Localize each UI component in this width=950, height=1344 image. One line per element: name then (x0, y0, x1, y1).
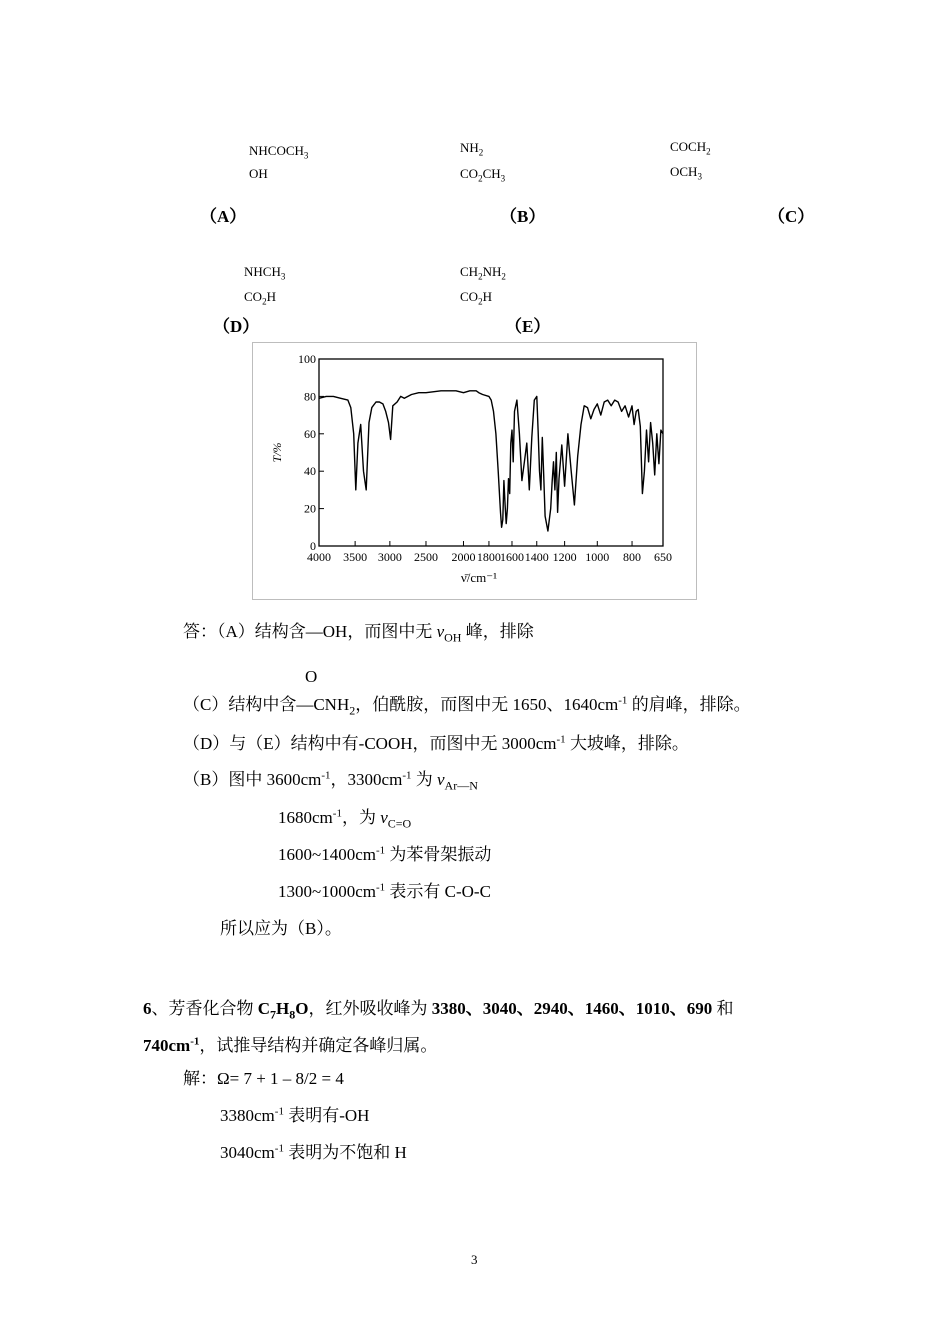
structure-a-label: （A） (200, 207, 247, 226)
structure-c-line2: $OCH_3$ (670, 164, 702, 182)
y-tick-label: 40 (304, 464, 316, 479)
solution-3040-line: $3040cm^{-1}$ 表明为不饱和 H (220, 1142, 407, 1162)
structure-e-line2: $CO_2H$ (460, 289, 492, 307)
y-tick-label: 100 (298, 352, 316, 366)
structure-d-line2: $CO_2H$ (244, 289, 276, 307)
answer-de-line: （D）与（E）结构中有-COOH，而图中无 $3000cm^{-1}$ 大坡峰，排除。 (183, 733, 689, 753)
answer-1300-line: $1300\sim 1000cm^{-1}$ 表示有 C-O-C (278, 881, 491, 901)
x-tick-label: 1000 (585, 550, 610, 564)
answer-1600-line: $1600\sim 1400cm^{-1}$ 为苯骨架振动 (278, 844, 492, 864)
x-tick-label: 3000 (377, 550, 402, 564)
page-number: 3 (471, 1252, 478, 1267)
answer-1680-line: $1680cm^{-1}$，为 $v_{C=O}$ (278, 807, 412, 831)
structure-e-line1: $CH_2NH_2$ (460, 264, 506, 282)
x-axis-label: ν̄/cm⁻¹ (460, 570, 498, 585)
x-tick-label: 650 (654, 550, 672, 564)
y-tick-label: 20 (304, 501, 316, 516)
y-axis-label: T/% (270, 442, 284, 463)
structure-c-label: （C） (768, 207, 815, 226)
y-axis-ticks (298, 352, 324, 553)
answer-c-line: （C）结构中含$—CNH_2$，伯酰胺，而图中无 1650、$1640cm^{-1}$ 的肩峰，排除。 (183, 694, 751, 718)
answer-conclusion: 所以应为（B）。 (220, 919, 342, 938)
structure-d-label: （D） (213, 317, 260, 336)
x-tick-label: 2500 (413, 550, 438, 564)
solution-intro: 解：Ω= 7 + 1 – 8/2 = 4 (183, 1069, 344, 1088)
transmittance-curve (319, 391, 663, 531)
structure-a-line1: $NHCOCH_3$ (249, 143, 309, 161)
structure-d-line1: $NHCH_3$ (244, 264, 286, 282)
x-tick-label: 1600 (499, 550, 524, 564)
x-tick-label: 2000 (451, 550, 476, 564)
solution-3380-line: $3380cm^{-1}$ 表明有-OH (220, 1105, 370, 1125)
structure-c-line1: $COCH_2$ (670, 139, 711, 157)
structure-e-label: （E） (505, 317, 551, 336)
structure-a-line2: OH (249, 166, 268, 181)
structure-b-label: （B） (500, 207, 546, 226)
x-axis-ticks (307, 541, 672, 564)
y-tick-label: 80 (304, 389, 316, 404)
plot-frame (319, 359, 663, 546)
x-tick-label: 1800 (476, 550, 501, 564)
x-tick-label: 3500 (343, 550, 368, 564)
y-tick-label: 60 (304, 426, 316, 441)
answer-b-line: （B）图中 $3600cm^{-1}$，$3300cm^{-1}$ 为 $v_{Ar—N}$ (183, 769, 478, 793)
ir-spectrum-figure (252, 342, 697, 600)
x-tick-label: 1400 (524, 550, 549, 564)
question-6-line1: 6、芳香化合物 $C_7H_8O$，红外吸收峰为 3380、3040、2940、1460、1010、690 和 (143, 999, 734, 1022)
structure-b-line2: $CO_2CH_3$ (460, 166, 506, 184)
x-tick-label: 1200 (552, 550, 577, 564)
x-tick-label: 800 (623, 550, 642, 564)
carbonyl-oxygen: O (305, 667, 318, 686)
answer-a-line: 答：（A）结构含—OH，而图中无 $v_{OH}$ 峰，排除 (183, 622, 534, 645)
question-6-line2: $740cm^{-1}$，试推导结构并确定各峰归属。 (143, 1035, 438, 1055)
y-tick-label: 0 (310, 539, 316, 553)
ir-spectrum-chart (253, 343, 698, 601)
x-tick-label: 4000 (307, 550, 331, 564)
structure-b-line1: $NH_2$ (460, 140, 484, 158)
